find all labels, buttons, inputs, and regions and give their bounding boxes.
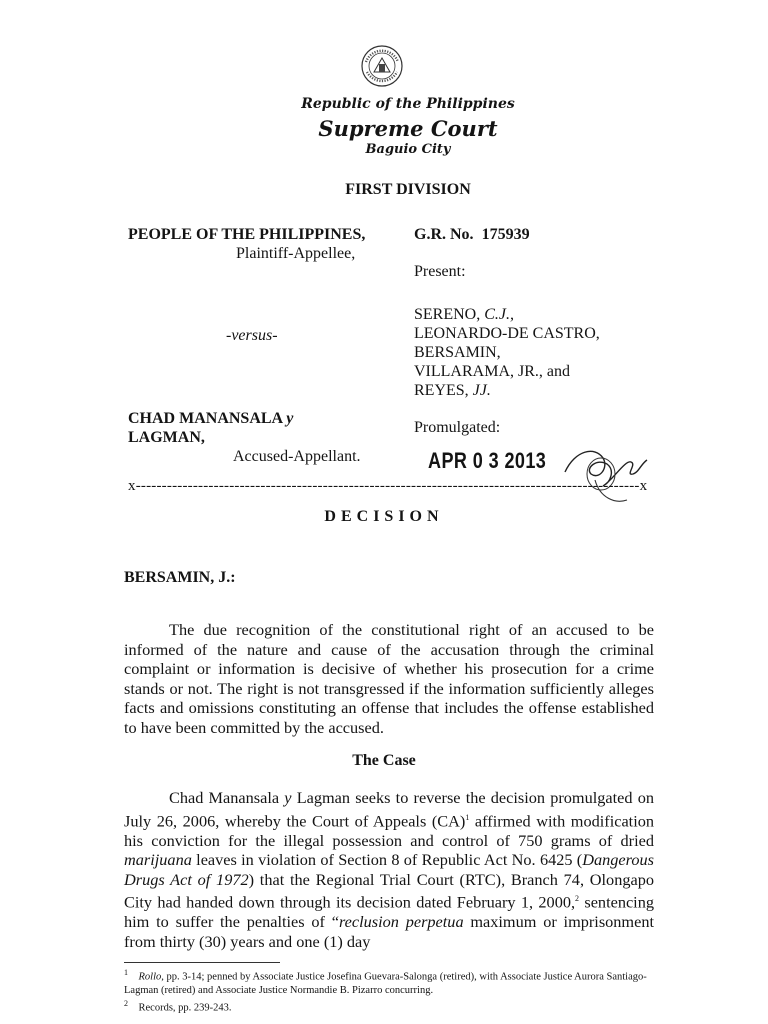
signature-scribble <box>555 440 655 510</box>
promulgated-date-stamp: APR 0 3 2013 <box>428 448 547 473</box>
intro-paragraph: The due recognition of the constitutional right of an accused to be informed of the nature and cause of the accusation through the criminal complaint or information is decisive of whether his prosecution for a crime stands or not. The right is not transgressed if the information sufficiently alleges facts and omissions constituting an offense that includes the offense established to have been committed by the accused. <box>124 620 654 737</box>
justice-entry: VILLARAMA, JR., and <box>414 363 570 380</box>
accused-name-line1: CHAD MANANSALA y <box>128 410 294 427</box>
footnotes <box>124 966 674 1014</box>
plaintiff-role: Plaintiff-Appellee, <box>236 245 356 262</box>
division-title: FIRST DIVISION <box>345 181 471 198</box>
gr-number: G.R. No. 175939 <box>414 226 530 243</box>
case-paragraph: Chad Manansala y Lagman seeks to reverse the decision promulgated on July 26, 2006, whereby the Court of Appeals (CA)$^1$ affirmed with modification his conviction for the illegal possession and control of 750 grams of dried marijuana leaves in violation of Section 8 of Republic Act No. 6425 (Dangerous Drugs Act of 1972) that the Regional Trial Court (RTC), Branch 74, Olongapo City had handed down through its decision dated February 1, 2000,$^2$ sentencing him to suffer the penalties of “reclusion perpetua maximum or imprisonment from thirty (30) years and one (1) day <box>124 788 654 951</box>
republic-line: Republic of the Philippines <box>301 96 515 112</box>
justice-entry: REYES, JJ. <box>414 382 491 399</box>
supreme-court-seal <box>360 44 404 88</box>
footnote-rule <box>124 962 280 963</box>
decision-title: DECISION <box>324 508 444 525</box>
ponente: BERSAMIN, J.: <box>124 569 236 586</box>
case-heading: The Case <box>352 752 416 769</box>
justice-entry: SERENO, C.J., <box>414 306 515 323</box>
accused-name-line2: LAGMAN, <box>128 429 205 446</box>
footnote-1: $^1$ Rollo, pp. 3-14; penned by Associate Justice Josefina Guevara-Salonga (retired), with Associate Justice Aurora Santiago-Lagman (retired) and Associate Justice Normandie B. Pizarro concurring. <box>124 968 647 996</box>
justice-entry: BERSAMIN, <box>414 344 501 361</box>
versus-label: -versus- <box>226 327 278 344</box>
footnote-2: $^2$ Records, pp. 239-243. <box>124 998 232 1013</box>
promulgated-label: Promulgated: <box>414 419 501 436</box>
caption-separator: x-------------------------------------------------------------------------------------------------x <box>128 478 648 494</box>
present-label: Present: <box>414 263 466 280</box>
court-city: Baguio City <box>365 142 451 157</box>
plaintiff-name: PEOPLE OF THE PHILIPPINES, <box>128 226 366 243</box>
justice-entry: LEONARDO-DE CASTRO, <box>414 325 600 342</box>
justices-list <box>414 305 600 400</box>
accused-role: Accused-Appellant. <box>233 448 361 465</box>
court-name: Supreme Court <box>318 116 498 141</box>
